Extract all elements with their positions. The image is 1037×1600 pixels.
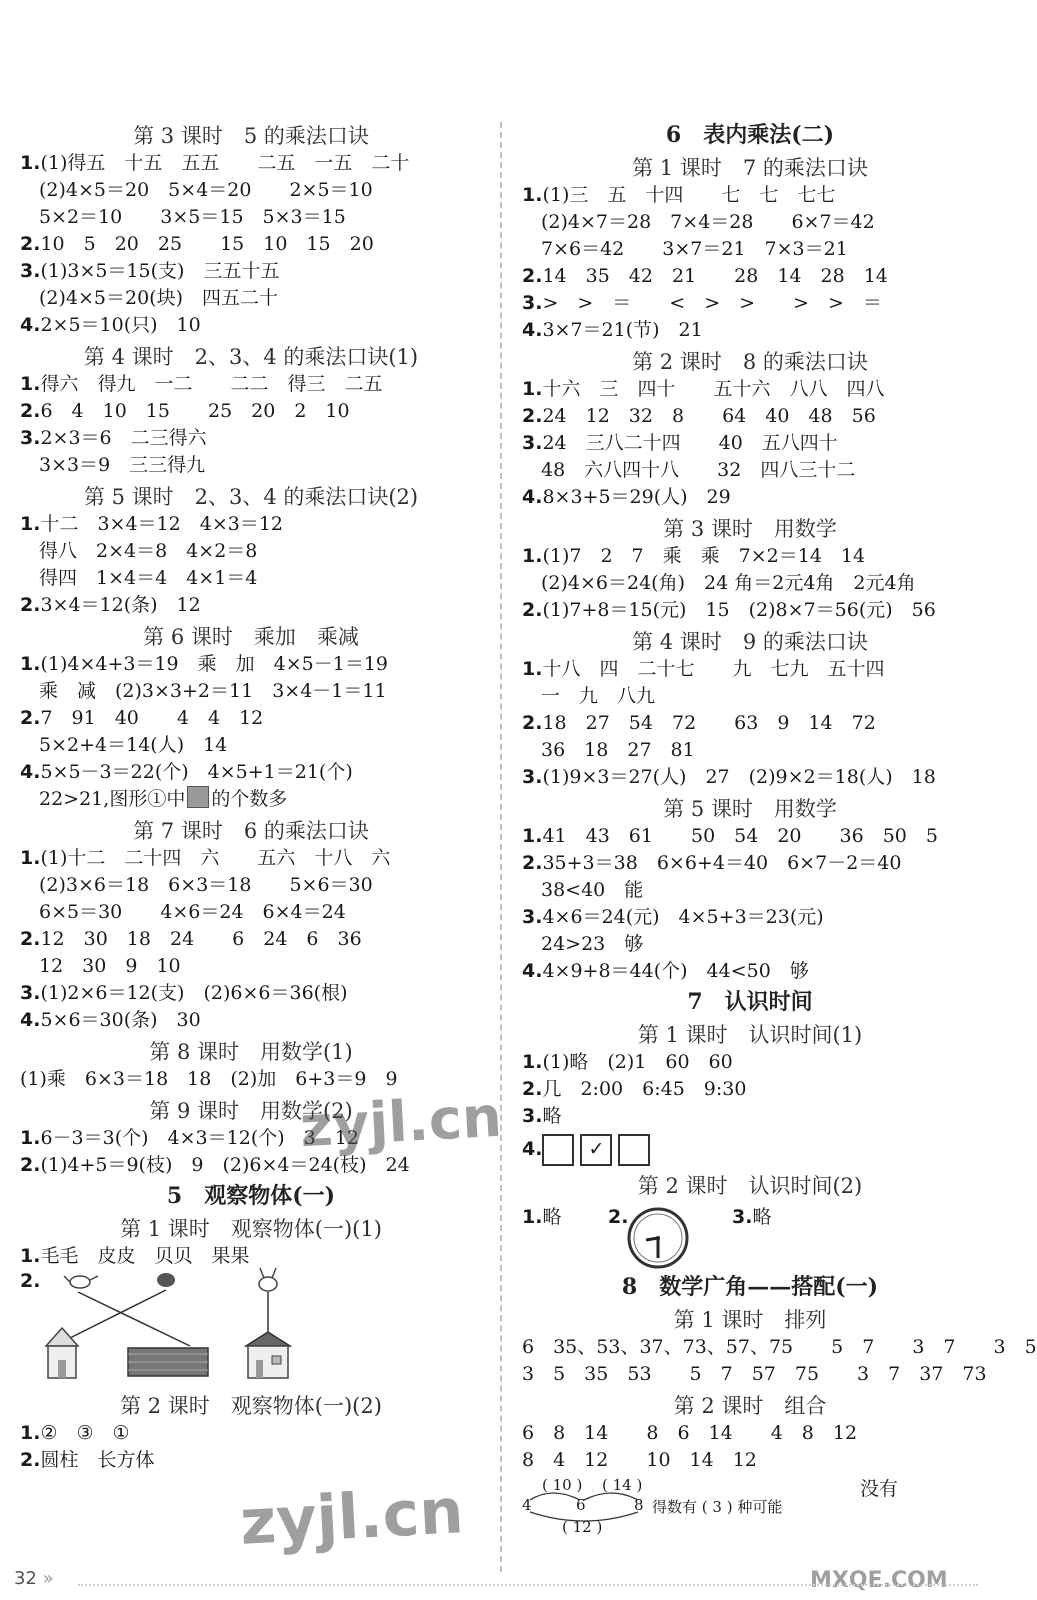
connector-arcs (522, 1484, 652, 1528)
house-icon (46, 1328, 78, 1378)
answer-line: 3×3＝9 三三得九 (20, 454, 206, 476)
section-title: 第 3 课时 用数学 (663, 517, 837, 541)
right-column (522, 118, 1037, 1544)
answer-line: (2)4×6＝24(角) 24 角＝2元4角 2元4角 (522, 572, 916, 594)
answer-line: 12 30 9 10 (20, 955, 181, 977)
answer-line: 5×2+4＝14(人) 14 (20, 734, 228, 756)
answer-line: 2.6 4 10 15 25 20 2 10 (20, 400, 350, 422)
footer-dots (78, 1584, 978, 1586)
answer-line: 1.(1)7 2 7 乘 乘 7×2＝14 14 (522, 545, 866, 567)
gray-square-icon (187, 786, 209, 808)
checked-box (580, 1134, 612, 1166)
answer-row-clock: 1.略 2. 3.略 (522, 1200, 978, 1270)
answer-line: 1.(1)三 五 十四 七 七 七七 (522, 184, 836, 206)
column-divider (500, 122, 502, 1572)
clock-icon (626, 1206, 690, 1270)
answer-line: (1)乘 6×3＝18 18 (2)加 6+3＝9 9 (20, 1068, 398, 1090)
chapter-title: 6 表内乘法(二) (665, 122, 835, 148)
section-title: 第 2 课时 观察物体(一)(2) (120, 1394, 382, 1418)
combination-diagram: ( 10 ) ( 14 ) 没有 4 6 8 得数有 ( 3 ) 种可能 ( 12 ) (522, 1476, 899, 1536)
double-chevron-icon: » (42, 1568, 54, 1589)
watermark: MXQE.COM (810, 1568, 948, 1593)
chapter-title: 8 数学广角——搭配(一) (621, 1274, 879, 1300)
answer-line: 8 4 12 10 14 12 (522, 1449, 757, 1471)
answer-line: 4.2×5＝10(只) 10 (20, 314, 201, 336)
answer-line: 2.12 30 18 24 6 24 6 36 (20, 928, 362, 950)
answer-line: 3.(1)2×6＝12(支) (2)6×6＝36(根) (20, 982, 348, 1004)
answer-line: 3 5 35 53 5 7 57 75 3 7 37 73 (522, 1363, 987, 1385)
answer-line: 4. ✓ (522, 1130, 978, 1168)
answer-line: 1.6－3＝3(个) 4×3＝12(个) 3 12 (20, 1127, 359, 1149)
page-number: 32 » (14, 1568, 54, 1589)
section-title: 第 8 课时 用数学(1) (149, 1040, 353, 1064)
answer-line: 1.41 43 61 50 54 20 36 50 5 (522, 825, 938, 847)
answer-line: 4.8×3+5＝29(人) 29 (522, 486, 731, 508)
answer-line: 1.十六 三 四十 五十六 八八 四八 (522, 378, 885, 400)
hedgehog-icon (157, 1273, 175, 1287)
answer-line: 24>23 够 (522, 933, 644, 955)
section-title: 第 2 课时 8 的乘法口诀 (632, 350, 868, 374)
answer-line: 2.圆柱 长方体 (20, 1449, 155, 1471)
answer-line: 2.35+3＝38 6×6+4＝40 6×7－2＝40 (522, 852, 902, 874)
answer-line: 1.十二 3×4＝12 4×3＝12 (20, 513, 284, 535)
bird-icon (64, 1276, 98, 1288)
answer-line: 1.十八 四 二十七 九 七九 五十四 (522, 658, 885, 680)
answer-line: 2.18 27 54 72 63 9 14 72 (522, 712, 876, 734)
answer-line: 5×2＝10 3×5＝15 5×3＝15 (20, 206, 346, 228)
section-title: 第 4 课时 2、3、4 的乘法口诀(1) (83, 345, 419, 369)
answer-line: 2.几 2:00 6:45 9:30 (522, 1078, 747, 1100)
answer-line: 22>21,图形①中 的个数多 (20, 788, 288, 810)
answer-line: 1.(1)略 (2)1 60 60 (522, 1051, 733, 1073)
answer-line: 一 九 八九 (522, 685, 656, 707)
section-title: 第 1 课时 观察物体(一)(1) (120, 1217, 382, 1241)
answer-line: 1.毛毛 皮皮 贝贝 果果 (20, 1245, 250, 1267)
answer-line: (2)4×5＝20 5×4＝20 2×5＝10 (20, 179, 373, 201)
section-title: 第 2 课时 认识时间(2) (637, 1174, 863, 1198)
answer-line: 3.2×3＝6 二三得六 (20, 427, 207, 449)
matching-figure: 2. (20, 1270, 482, 1388)
answer-line: 1.② ③ ① (20, 1422, 130, 1444)
answer-line: 3.(1)3×5＝15(支) 三五十五 (20, 260, 280, 282)
check-icon: ✓ (588, 1138, 605, 1160)
section-title: 第 9 课时 用数学(2) (149, 1099, 353, 1123)
answer-line: 4.5×6＝30(条) 30 (20, 1009, 201, 1031)
answer-line: 2.14 35 42 21 28 14 28 14 (522, 265, 888, 287)
answer-line: 3.略 (522, 1105, 562, 1127)
answer-line: 2.(1)7+8＝15(元) 15 (2)8×7＝56(元) 56 (522, 599, 936, 621)
answer-line: 2.(1)4+5＝9(枝) 9 (2)6×4＝24(枝) 24 (20, 1154, 410, 1176)
rabbit-icon (259, 1268, 277, 1291)
answer-line: 6×5＝30 4×6＝24 6×4＝24 (20, 901, 346, 923)
watermark: zyjl.cn (238, 1474, 466, 1559)
answer-line: 1.(1)得五 十五 五五 二五 一五 二十 (20, 152, 410, 174)
section-title: 第 1 课时 7 的乘法口诀 (632, 156, 868, 180)
section-title: 第 4 课时 9 的乘法口诀 (632, 630, 868, 654)
answer-line: 3.24 三八二十四 40 五八四十 (522, 432, 838, 454)
answer-line: 48 六八四十八 32 四八三十二 (522, 459, 856, 481)
answer-line: 2.7 91 40 4 4 12 (20, 707, 264, 729)
matching-diagram (20, 1270, 482, 1388)
answer-line: 36 18 27 81 (522, 739, 695, 761)
answer-line: 2.3×4＝12(条) 12 (20, 594, 201, 616)
left-column (20, 118, 482, 1474)
section-title: 第 2 课时 组合 (673, 1394, 827, 1418)
answer-line: 38<40 能 (522, 879, 644, 901)
answer-line: 1.(1)4×4+3＝19 乘 加 4×5－1＝19 (20, 653, 389, 675)
answer-line: 得八 2×4＝8 4×2＝8 (20, 540, 258, 562)
answer-line: 6 35、53、37、73、57、75 5 7 3 7 3 5 (522, 1336, 1037, 1358)
section-title: 第 3 课时 5 的乘法口诀 (133, 124, 369, 148)
answer-line: 2.24 12 32 8 64 40 48 56 (522, 405, 876, 427)
section-title: 第 5 课时 2、3、4 的乘法口诀(2) (83, 485, 419, 509)
house-front-icon (246, 1332, 290, 1378)
answer-line: 3.4×6＝24(元) 4×5+3＝23(元) (522, 906, 824, 928)
section-title: 第 5 课时 用数学 (663, 797, 837, 821)
answer-line: 1.(1)十二 二十四 六 五六 十八 六 (20, 847, 391, 869)
answer-line: 1.得六 得九 一二 二二 得三 二五 (20, 373, 383, 395)
match-line (62, 1290, 166, 1342)
answer-line: 3.> > ＝ < > > > > ＝ (522, 292, 882, 314)
answer-line: (2)4×7＝28 7×4＝28 6×7＝42 (522, 211, 875, 233)
empty-box (618, 1134, 650, 1166)
answer-line: 乘 减 (2)3×3+2＝11 3×4－1＝11 (20, 680, 387, 702)
section-title: 第 7 课时 6 的乘法口诀 (133, 819, 369, 843)
answer-line: 得四 1×4＝4 4×1＝4 (20, 567, 258, 589)
answer-line: (2)3×6＝18 6×3＝18 5×6＝30 (20, 874, 373, 896)
answer-line: 2.10 5 20 25 15 10 15 20 (20, 233, 374, 255)
section-title: 第 1 课时 排列 (673, 1308, 827, 1332)
long-building-icon (128, 1348, 208, 1376)
match-line (78, 1292, 190, 1346)
chapter-title: 7 认识时间 (687, 989, 813, 1015)
answer-line: 6 8 14 8 6 14 4 8 12 (522, 1422, 858, 1444)
answer-line: 3.(1)9×3＝27(人) 27 (2)9×2＝18(人) 18 (522, 766, 936, 788)
answer-line: 4.5×5－3＝22(个) 4×5+1＝21(个) (20, 761, 353, 783)
answer-line: 4.3×7＝21(节) 21 (522, 319, 703, 341)
section-title: 第 1 课时 认识时间(1) (637, 1023, 863, 1047)
answer-line: (2)4×5＝20(块) 四五二十 (20, 287, 279, 309)
answer-line: 4.4×9+8＝44(个) 44<50 够 (522, 960, 809, 982)
watermark: zyjl.cn (298, 1084, 504, 1161)
section-title: 第 6 课时 乘加 乘减 (143, 625, 359, 649)
empty-box (542, 1134, 574, 1166)
answer-line: 7×6＝42 3×7＝21 7×3＝21 (522, 238, 848, 260)
chapter-title: 5 观察物体(一) (166, 1183, 336, 1209)
